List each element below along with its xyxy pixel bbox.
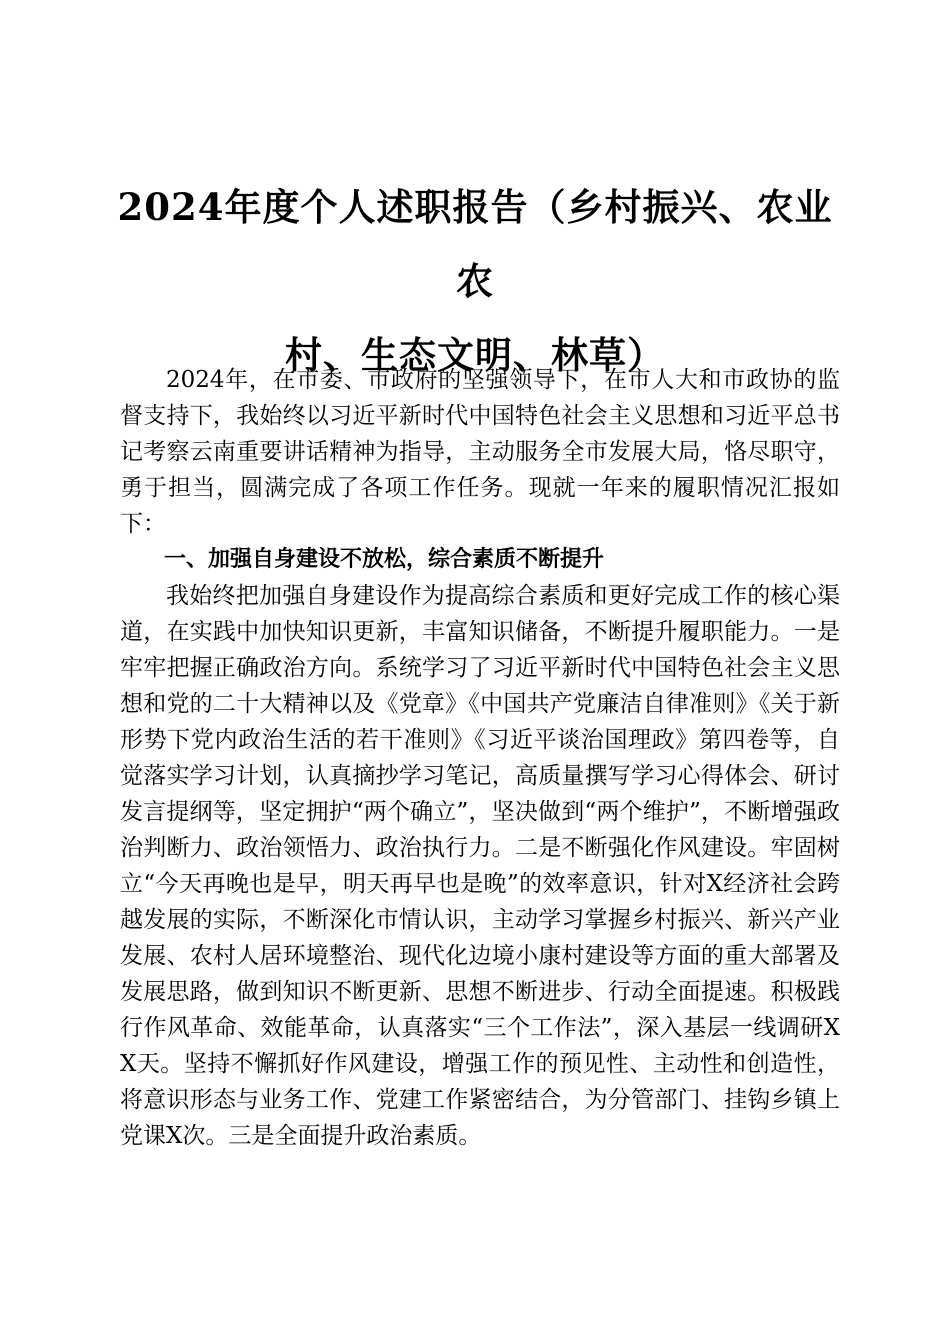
title-line-2: 村、生态文明、林草） bbox=[285, 333, 665, 377]
title-line-1: 2024年度个人述职报告（乡村振兴、农业农 bbox=[117, 185, 833, 303]
section-1-heading: 一、加强自身建设不放松，综合素质不断提升 bbox=[164, 547, 605, 572]
document-title bbox=[100, 170, 850, 392]
section-1-paragraph: 我始终把加强自身建设作为提高综合素质和更好完成工作的核心渠道，在实践中加快知识更新，丰富知识储备，不断提升履职能力。一是牢牢把握正确政治方向。系统学习了习近平新时代中国特色社会主义思想和党的二十大精神以及《党章》《中国共产党廉洁自律准则》《关于新形势下党内政治生活的若干准则》《习近平谈治国理政》第四卷等，自觉落实学习计划，认真摘抄学习笔记，高质量撰写学习心得体会、研讨发言提纲等，坚定拥护“两个确立”，坚决做到“两个维护”，不断增强政治判断力、政治领悟力、政治执行力。二是不断强化作风建设。牢固树立“今天再晚也是早，明天再早也是晚”的效率意识，针对X经济社会跨越发展的实际，不断深化市情认识，主动学习掌握乡村振兴、新兴产业发展、农村人居环境整治、现代化边境小康村建设等方面的重大部署及发展思路，做到知识不断更新、思想不断进步、行动全面提速。积极践行作风革命、效能革命，认真落实“三个工作法”，深入基层一线调研XX天。坚持不懈抓好作风建设，增强工作的预见性、主动性和创造性，将意识形态与业务工作、党建工作紧密结合，为分管部门、挂钩乡镇上党课X次。三是全面提升政治素质。 bbox=[120, 583, 840, 1149]
intro-paragraph: 2024年，在市委、市政府的坚强领导下，在市人大和市政协的监督支持下，我始终以习近平新时代中国特色社会主义思想和习近平总书记考察云南重要讲话精神为指导，主动服务全市发展大局，恪尽职守，勇于担当，圆满完成了各项工作任务。现就一年来的履职情况汇报如下： bbox=[120, 367, 840, 537]
document-body bbox=[120, 362, 840, 1154]
